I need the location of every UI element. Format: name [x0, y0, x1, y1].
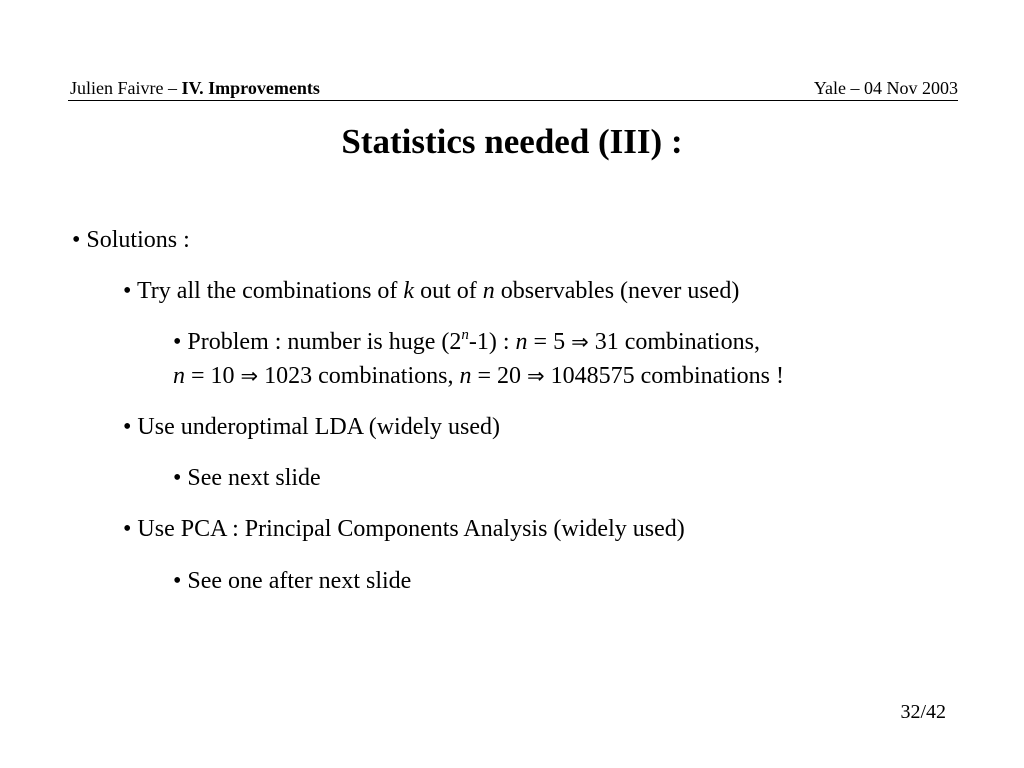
bullet-try-all-combinations	[123, 276, 739, 306]
variable-n: n	[459, 363, 472, 389]
header-separator: –	[167, 78, 177, 98]
author-name: Julien Faivre	[70, 78, 164, 98]
bullet-text: 31 combinations,	[594, 329, 761, 355]
bullet-marker: •	[123, 516, 132, 542]
equation-text: = 20	[477, 363, 522, 389]
bullet-solutions	[72, 225, 190, 255]
bullet-text: observables (never used)	[500, 278, 740, 304]
variable-n: n	[173, 363, 185, 389]
bullet-problem-continuation	[173, 361, 784, 391]
implies-arrow-icon: ⇒	[240, 364, 259, 388]
bullet-text: See next slide	[187, 465, 321, 491]
variable-k: k	[403, 278, 415, 304]
bullet-use-pca	[123, 514, 685, 544]
equation-text: = 5	[533, 329, 566, 355]
bullet-text: See one after next slide	[187, 568, 412, 594]
bullet-marker: •	[72, 227, 81, 253]
superscript-n: n	[461, 327, 469, 343]
bullet-marker: •	[173, 568, 182, 594]
bullet-text: Try all the combinations of	[136, 278, 398, 304]
page-number: 32/42	[900, 701, 946, 723]
bullet-marker: •	[173, 465, 182, 491]
bullet-text: Use underoptimal LDA (widely used)	[137, 414, 500, 440]
bullet-problem	[173, 327, 760, 357]
bullet-marker: •	[123, 278, 132, 304]
bullet-use-lda	[123, 412, 500, 442]
bullet-text: Use PCA : Principal Components Analysis (widely used)	[137, 516, 685, 542]
bullet-text: -1) :	[468, 329, 510, 355]
bullet-text: 1048575 combinations !	[550, 363, 784, 389]
slide-header	[68, 76, 958, 101]
header-author-section	[70, 76, 320, 100]
section-name: IV. Improvements	[181, 78, 320, 98]
implies-arrow-icon: ⇒	[527, 364, 545, 388]
bullet-text: 1023 combinations,	[264, 363, 454, 389]
variable-n: n	[515, 329, 528, 355]
bullet-text: Problem : number is huge (2	[187, 329, 462, 355]
bullet-text: Solutions :	[86, 227, 190, 253]
bullet-marker: •	[173, 329, 182, 355]
bullet-text: out of	[420, 278, 477, 304]
equation-text: = 10	[191, 363, 235, 389]
variable-n: n	[482, 278, 495, 304]
implies-arrow-icon: ⇒	[571, 330, 589, 354]
slide-title: Statistics needed (III) :	[341, 122, 683, 161]
header-venue-date: Yale – 04 Nov 2003	[813, 78, 958, 98]
bullet-see-next-slide	[173, 463, 321, 493]
bullet-marker: •	[123, 414, 132, 440]
bullet-see-one-after-next-slide	[173, 566, 411, 596]
